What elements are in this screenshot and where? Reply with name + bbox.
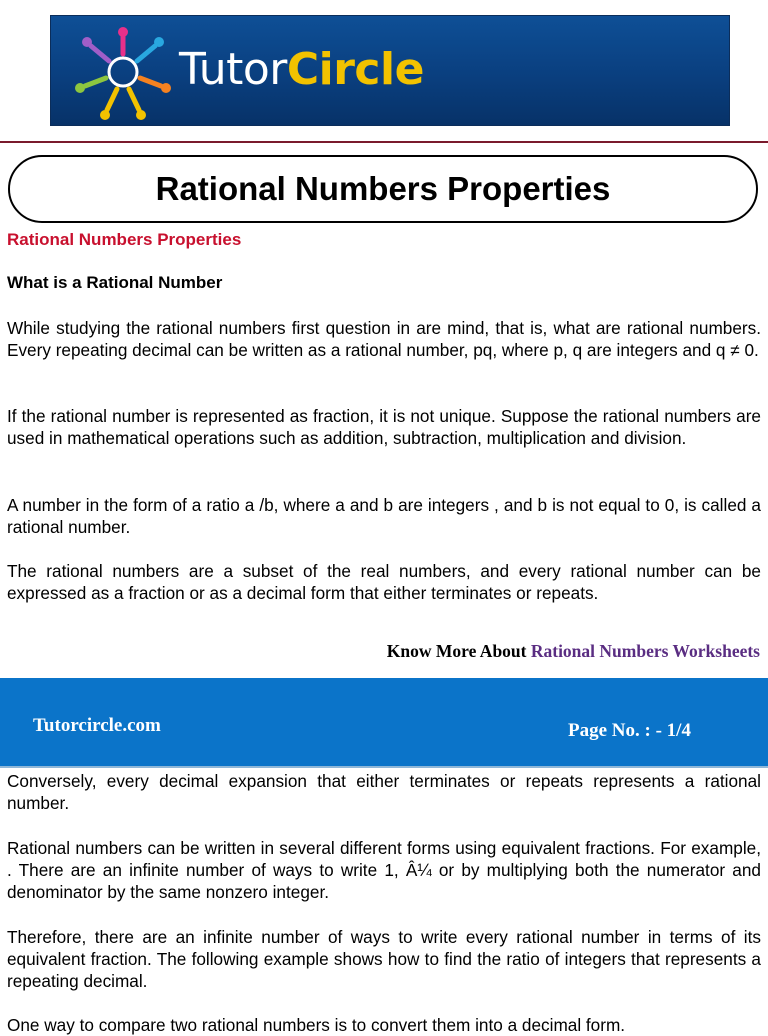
- paragraph: [7, 405, 761, 449]
- paragraph-text: If the rational number is represented as fraction, it is not unique. Suppose the rational numbers are used in mathematical operations such as addition, subtraction, multiplication and division.: [7, 406, 761, 448]
- brand-name-circle: Circle: [286, 44, 424, 95]
- know-more-prefix: Know More About: [386, 641, 527, 661]
- footer-edge: [0, 766, 768, 768]
- page-title: Rational Numbers Properties: [155, 170, 611, 207]
- worksheets-link[interactable]: Rational Numbers Worksheets: [530, 641, 760, 661]
- brand-name-tutor: Tutor: [179, 44, 287, 95]
- header-divider: [0, 141, 768, 143]
- paragraph: [7, 926, 761, 992]
- page-footer: [0, 678, 768, 766]
- paragraph: [7, 770, 761, 814]
- page-title-box: [8, 155, 758, 223]
- tutorcircle-logo-icon: [73, 24, 173, 120]
- paragraph: [7, 560, 761, 604]
- header-banner: [50, 15, 730, 126]
- footer-site-link[interactable]: Tutorcircle.com: [33, 715, 161, 736]
- paragraph: [7, 494, 761, 538]
- paragraph-text: The rational numbers are a subset of the real numbers, and every rational number can be expressed as a fraction or as a decimal form that either terminates or repeats.: [7, 561, 761, 603]
- brand-logo-text: [179, 46, 424, 94]
- subheading: What is a Rational Number: [7, 273, 223, 292]
- page-number: Page No. : - 1/4: [568, 720, 691, 741]
- section-heading: Rational Numbers Properties: [7, 230, 242, 249]
- paragraph-text: Conversely, every decimal expansion that either terminates or repeats represents a rational number.: [7, 771, 761, 813]
- paragraph-text: Rational numbers can be written in several different forms using equivalent fractions. For example, . There are an infinite number of ways to write 1, Â¼ or by multiplying both the numerator and denominator by the same nonzero integer.: [7, 838, 761, 902]
- subheading-wrap: [7, 272, 761, 294]
- paragraph-text: One way to compare two rational numbers is to convert them into a decimal form.: [7, 1015, 626, 1035]
- know-more-line: [387, 641, 760, 662]
- paragraph-text: Therefore, there are an infinite number of ways to write every rational number in terms of its equivalent fraction. The following example shows how to find the ratio of integers that represents a repeating decimal.: [7, 927, 761, 991]
- section-heading-wrap: [7, 229, 761, 251]
- paragraph-text: While studying the rational numbers first question in are mind, that is, what are rational numbers. Every repeating decimal can be written as a rational number, pq, where p, q are integers and q ≠ 0.: [7, 318, 761, 360]
- paragraph: [7, 837, 761, 903]
- paragraph: [7, 1014, 761, 1036]
- paragraph-text: A number in the form of a ratio a /b, where a and b are integers , and b is not equal to 0, is called a rational number.: [7, 495, 761, 537]
- paragraph: [7, 317, 761, 361]
